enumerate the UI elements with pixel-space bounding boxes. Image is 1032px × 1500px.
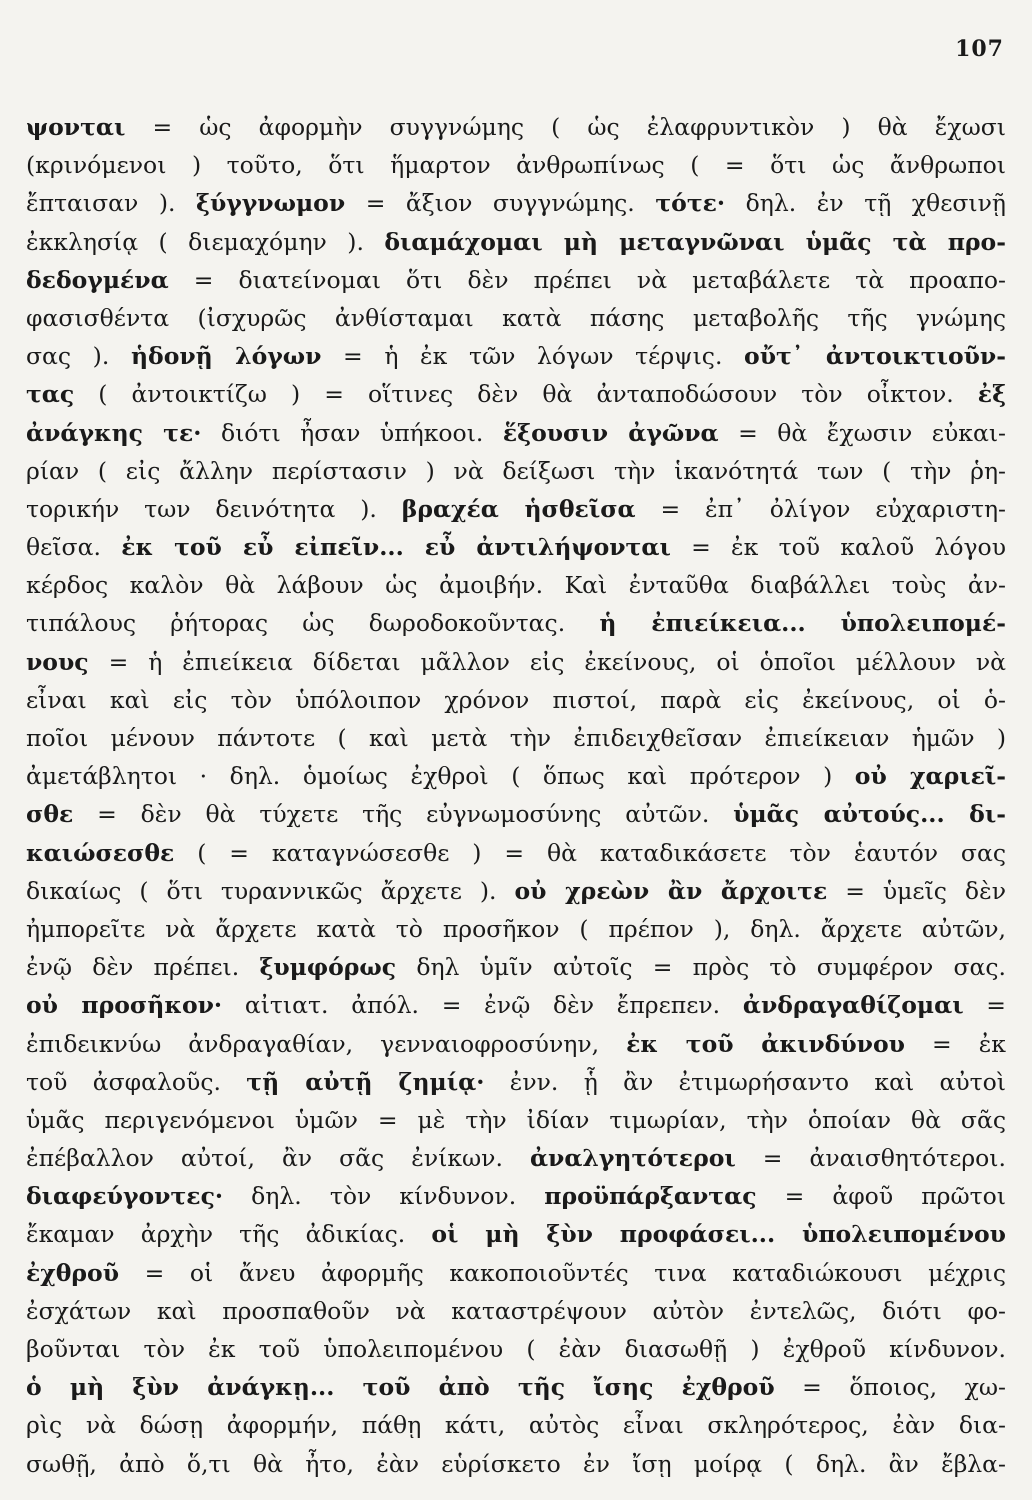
lemma-term: βραχέα ἡσθεῖσα	[401, 494, 636, 523]
gloss-text: ἐνῷ δὲν πρέπει.	[26, 953, 260, 982]
text-line	[26, 1101, 1006, 1139]
gloss-text: = ἐκ	[904, 1029, 1006, 1058]
text-line	[26, 1177, 1006, 1215]
gloss-text: ἔκαμαν ἀρχὴν τῆς ἀδικίας.	[26, 1220, 432, 1249]
lemma-term: ἐκ τοῦ ἀκινδύνου	[626, 1029, 905, 1058]
gloss-text: θεῖσα.	[26, 533, 122, 562]
text-line	[26, 1292, 1006, 1330]
gloss-text: ὑμᾶς περιγενόμενοι ὑμῶν = μὲ τὴν ἰδίαν τιμωρίαν, τὴν ὁποίαν θὰ σᾶς	[26, 1105, 1006, 1134]
gloss-text: = ὑμεῖς δὲν	[827, 876, 1006, 905]
lemma-term: τότε·	[655, 189, 726, 218]
gloss-text: ἐπέβαλλον αὐτοί, ἂν σᾶς ἐνίκων.	[26, 1144, 530, 1173]
lemma-term: ψονται	[26, 113, 126, 141]
gloss-text: τιπάλους ῥήτορας ὡς δωροδοκοῦντας.	[26, 609, 600, 638]
lemma-term: ἐξ	[977, 380, 1006, 409]
gloss-text: ἀμετάβλητοι · δηλ. ὁμοίως ἐχθροὶ ( ὅπως καὶ πρότερον )	[26, 762, 855, 791]
gloss-text: = ἀφοῦ πρῶτοι	[756, 1182, 1006, 1211]
gloss-text: = ἄξιον συγγνώμης.	[345, 189, 656, 218]
gloss-text: εἶναι καὶ εἰς τὸν ὑπόλοιπον χρόνον πιστοί, παρὰ εἰς ἐκείνους, οἱ ὁ-	[26, 685, 1006, 714]
gloss-text: =	[963, 991, 1006, 1020]
text-line	[26, 1330, 1006, 1368]
gloss-text: = ὅποιος, χω-	[774, 1373, 1006, 1402]
gloss-text: = οἱ ἄνευ ἀφορμῆς κακοποιοῦντές τινα καταδιώκουσι μέχρις	[119, 1258, 1006, 1287]
text-line	[26, 414, 1006, 452]
text-line	[26, 986, 1006, 1024]
page-number: 107	[955, 36, 1004, 62]
text-line	[26, 1254, 1006, 1292]
text-line	[26, 184, 1006, 222]
gloss-text: ἐσχάτων καὶ προσπαθοῦν νὰ καταστρέψουν αὐτὸν ἐντελῶς, διότι φο-	[26, 1296, 1006, 1325]
gloss-text: ἐκκλησίᾳ ( διεμαχόμην ).	[26, 227, 385, 256]
text-line	[26, 1406, 1006, 1444]
gloss-text: ἔπταισαν ).	[26, 189, 197, 218]
gloss-text: δηλ. τὸν κίνδυνον.	[223, 1182, 545, 1211]
gloss-text: (κρινόμενοι ) τοῦτο, ὅτι ἥμαρτον ἀνθρωπίνως ( = ὅτι ὡς ἄνθρωποι	[26, 151, 1006, 180]
gloss-text: ἐνν. ᾗ ἂν ἐτιμωρήσαντο καὶ αὐτοὶ	[484, 1067, 1006, 1096]
text-line	[26, 681, 1006, 719]
commentary-text	[26, 108, 1006, 1483]
gloss-text: = θὰ ἔχωσιν εὐκαι-	[718, 418, 1006, 447]
gloss-text: βοῦνται τὸν ἐκ τοῦ ὑπολειπομένου ( ἐὰν διασωθῇ ) ἐχθροῦ κίνδυνον.	[26, 1335, 1006, 1363]
gloss-text: αἰτιατ. ἀπόλ. = ἐνῷ δὲν ἔπρεπεν.	[222, 991, 743, 1020]
lemma-term: ἀνδραγαθίζομαι	[742, 991, 964, 1020]
text-line	[26, 261, 1006, 299]
gloss-text: = ἐπ᾽ ὀλίγον εὐχαριστη-	[635, 494, 1006, 523]
text-line	[26, 757, 1006, 795]
gloss-text: = διατείνομαι ὅτι δὲν πρέπει νὰ μεταβάλετε τὰ προαπο-	[168, 265, 1006, 294]
gloss-text: κέρδος καλὸν θὰ λάβουν ὡς ἀμοιβήν. Καὶ ἐνταῦθα διαβάλλει τοὺς ἀν-	[26, 571, 1006, 600]
text-line	[26, 108, 1006, 146]
lemma-term: τῇ αὐτῇ ζημίᾳ·	[246, 1067, 485, 1096]
lemma-term: διαφεύγοντες·	[26, 1182, 224, 1211]
gloss-text: ἐπιδεικνύω ἀνδραγαθίαν, γενναιοφροσύνην,	[26, 1029, 627, 1058]
lemma-term: ξυμφόρως	[259, 953, 397, 982]
gloss-text: = ἡ ἐκ τῶν λόγων τέρψις.	[321, 342, 745, 371]
text-line	[26, 375, 1006, 413]
lemma-term: ἀναλγητότεροι	[529, 1144, 736, 1173]
lemma-term: ἡδονῇ λόγων	[130, 342, 322, 371]
lemma-term: καιώσεσθε	[26, 838, 175, 867]
gloss-text: = ὡς ἀφορμὴν συγγνώμης ( ὡς ἐλαφρυντικὸν ) θὰ ἔχωσι	[125, 113, 1006, 141]
gloss-text: ἠμπορεῖτε νὰ ἄρχετε κατὰ τὸ προσῆκον ( πρέπον ), δηλ. ἄρχετε αὐτῶν,	[26, 914, 1006, 943]
lemma-term: ἕξουσιν ἀγῶνα	[502, 418, 719, 447]
gloss-text: φασισθέντα (ἰσχυρῶς ἀνθίσταμαι κατὰ πάσης μεταβολῆς τῆς γνώμης	[26, 303, 1006, 332]
text-line	[26, 146, 1006, 184]
text-line	[26, 910, 1006, 948]
lemma-term: ἡ ἐπιείκεια... ὑπολειπομέ-	[599, 609, 1006, 638]
text-line	[26, 834, 1006, 872]
text-line	[26, 1139, 1006, 1177]
gloss-text: = δὲν θὰ τύχετε τῆς εὐγνωμοσύνης αὐτῶν.	[73, 800, 734, 829]
text-line	[26, 566, 1006, 604]
text-line	[26, 948, 1006, 986]
text-line	[26, 1025, 1006, 1063]
text-line	[26, 643, 1006, 681]
text-line	[26, 1063, 1006, 1101]
lemma-term: τας	[26, 380, 75, 409]
lemma-term: ὁ μὴ ξὺν ἀνάγκῃ... τοῦ ἀπὸ τῆς ἴσης ἐχθροῦ	[26, 1373, 775, 1402]
text-line	[26, 490, 1006, 528]
gloss-text: ρὶς νὰ δώσῃ ἀφορμήν, πάθῃ κάτι, αὐτὸς εἶναι σκληρότερος, ἐὰν δια-	[26, 1411, 1006, 1440]
lemma-term: ἀνάγκης τε·	[26, 418, 202, 447]
gloss-text: = ἐκ τοῦ καλοῦ λόγου	[670, 533, 1006, 562]
lemma-term: ὑμᾶς αὐτούς... δι-	[733, 800, 1006, 829]
lemma-term: δεδογμένα	[26, 265, 169, 294]
text-line	[26, 719, 1006, 757]
text-line	[26, 223, 1006, 261]
text-line	[26, 528, 1006, 566]
text-line	[26, 299, 1006, 337]
lemma-term: ἐχθροῦ	[26, 1258, 120, 1287]
text-line	[26, 337, 1006, 375]
text-line	[26, 1368, 1006, 1406]
text-line	[26, 452, 1006, 490]
text-line	[26, 604, 1006, 642]
lemma-term: οὐ προσῆκον·	[26, 991, 223, 1020]
gloss-text: σας ).	[26, 342, 131, 371]
gloss-text: τοῦ ἀσφαλοῦς.	[26, 1067, 247, 1096]
lemma-term: οὐ χρεὼν ἂν ἄρχοιτε	[514, 876, 828, 905]
lemma-term: οὐ χαριεῖ-	[854, 762, 1006, 791]
lemma-term: οἱ μὴ ξὺν προφάσει... ὑπολειπομένου	[431, 1220, 1006, 1249]
gloss-text: δικαίως ( ὅτι τυραννικῶς ἄρχετε ).	[26, 876, 515, 905]
lemma-term: διαμάχομαι μὴ μεταγνῶναι ὑμᾶς τὰ προ-	[384, 227, 1006, 256]
lemma-term: νους	[26, 647, 89, 676]
gloss-text: δηλ. ἐν τῇ χθεσινῇ	[725, 189, 1006, 218]
text-line	[26, 1445, 1006, 1483]
gloss-text: ( = καταγνώσεσθε ) = θὰ καταδικάσετε τὸν ἑαυτόν σας	[174, 838, 1006, 867]
lemma-term: σθε	[26, 800, 74, 829]
gloss-text: δηλ ὑμῖν αὐτοῖς = πρὸς τὸ συμφέρον σας.	[396, 953, 1006, 982]
gloss-text: σωθῇ, ἀπὸ ὅ,τι θὰ ἦτο, ἐὰν εὑρίσκετο ἐν ἴσῃ μοίρᾳ ( δηλ. ἂν ἔβλα-	[26, 1449, 1006, 1478]
gloss-text: ρίαν ( εἰς ἄλλην περίστασιν ) νὰ δείξωσι τὴν ἱκανότητά των ( τὴν ῥη-	[26, 456, 1006, 485]
text-line	[26, 795, 1006, 833]
text-line	[26, 1215, 1006, 1253]
lemma-term: ἐκ τοῦ εὖ εἰπεῖν... εὖ ἀντιλήψονται	[121, 533, 671, 562]
gloss-text: ποῖοι μένουν πάντοτε ( καὶ μετὰ τὴν ἐπιδειχθεῖσαν ἐπιείκειαν ἡμῶν )	[26, 724, 1006, 752]
lemma-term: οὔτ᾽ ἀντοικτιοῦν-	[744, 342, 1006, 371]
lemma-term: ξύγγνωμον	[196, 189, 346, 218]
lemma-term: προϋπάρξαντας	[544, 1182, 757, 1211]
gloss-text: διότι ἦσαν ὑπήκοοι.	[201, 418, 503, 447]
gloss-text: ( ἀντοικτίζω ) = οἵτινες δὲν θὰ ἀνταποδώσουν τὸν οἶκτον.	[74, 380, 978, 409]
gloss-text: = ἀναισθητότεροι.	[735, 1144, 1006, 1173]
gloss-text: = ἡ ἐπιείκεια δίδεται μᾶλλον εἰς ἐκείνους, οἱ ὁποῖοι μέλλουν νὰ	[88, 647, 1006, 676]
gloss-text: τορικήν των δεινότητα ).	[26, 494, 402, 523]
text-line	[26, 872, 1006, 910]
